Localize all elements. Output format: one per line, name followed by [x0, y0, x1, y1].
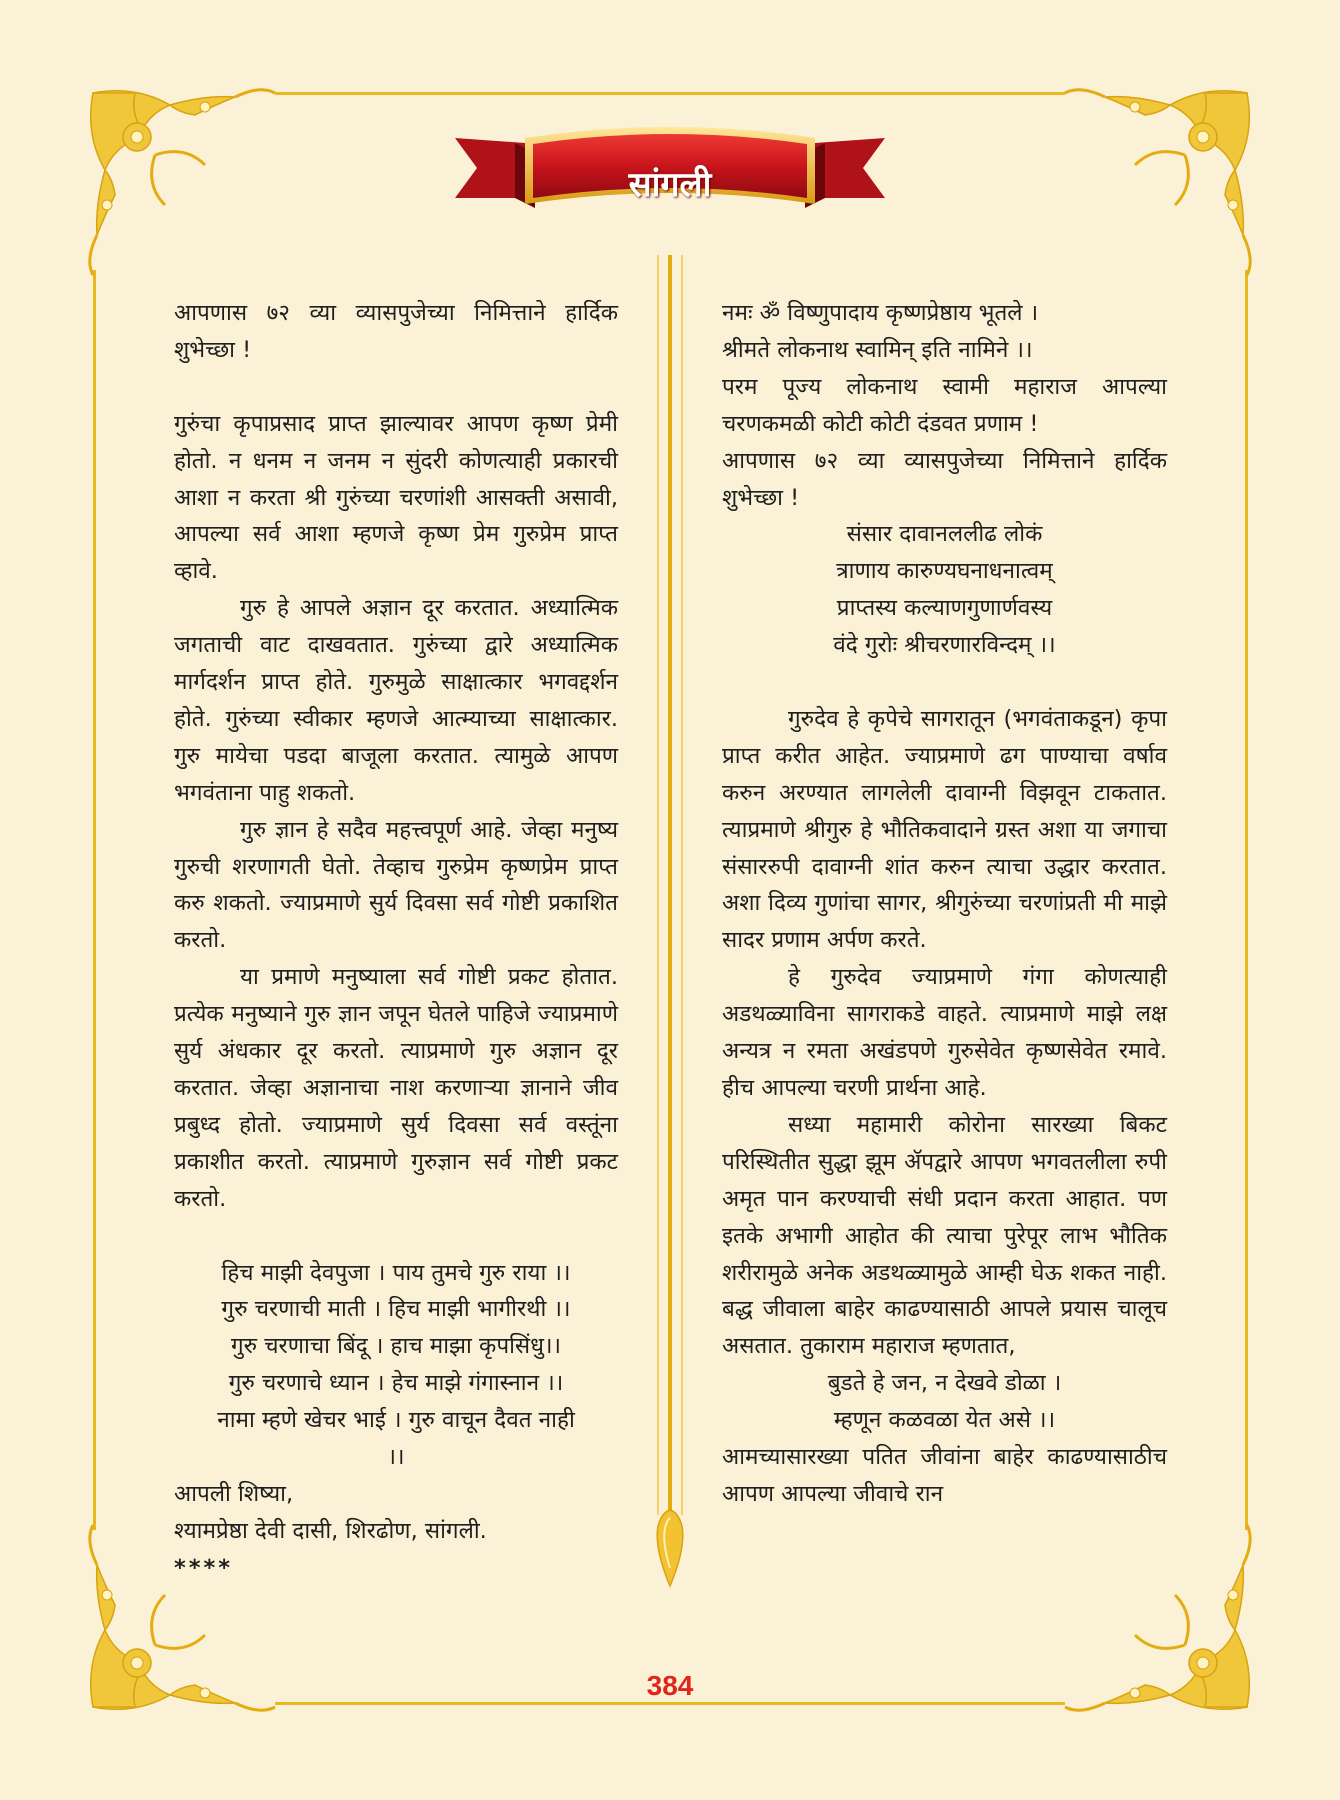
paragraph: गुरु ज्ञान हे सदैव महत्त्वपूर्ण आहे. जेव्हा मनुष्य गुरुची शरणागती घेतो. तेव्हाच गुरुप्रेम कृष्णप्रेम प्राप्त करु शकतो. ज्याप्रमाणे सुर्य दिवसा सर्व गोष्टी प्रकाशित करतो.: [174, 816, 618, 954]
verse-line: वंदे गुरोः श्रीचरणारविन्दम् ।।: [833, 632, 1056, 659]
verse-line: संसार दावानललीढ लोकं: [846, 521, 1043, 548]
verse-line: म्हणून कळवळा येत असे ।।: [833, 1407, 1056, 1434]
signoff-text: आपली शिष्या,: [174, 1480, 294, 1507]
verse-line: ।।: [387, 1444, 405, 1471]
closing-text: आमच्यासारख्या पतित जीवांना बाहेर काढण्यासाठीच आपण आपल्या जीवाचे रान: [722, 1444, 1167, 1507]
divider-line: [668, 255, 672, 1515]
paragraph: हे गुरुदेव ज्याप्रमाणे गंगा कोणत्याही अडथळ्याविना सागराकडे वाहते. त्याप्रमाणे माझे लक्ष अन्यत्र न रमता अखंडपणे गुरुसेवेत कृष्णसेवेत रमावे. हीच आपल्या चरणी प्रार्थना आहे.: [722, 964, 1167, 1102]
verse-line: गुरु चरणाचा बिंदू । हाच माझा कृपसिंधु।।: [230, 1333, 562, 1360]
stars-separator: ****: [174, 1554, 234, 1581]
right-column: [722, 295, 1167, 1513]
paragraph: सध्या महामारी कोरोना सारख्या बिकट परिस्थितीत सुद्धा झूम ॲपद्वारे आपण भगवतलीला रुपी अमृत पान करण्याची संधी प्रदान करता आहात. पण इतके अभागी आहोत की त्याचा पुरेपूर लाभ भौतिक शरीरामुळे अनेक अडथळ्यामुळे आम्ही घेऊ शकत नाही. बद्ध जीवाला बाहेर काढण्यासाठी आपले प्रयास चालूच असतात. तुकाराम महाराज म्हणतात,: [722, 1111, 1167, 1360]
floral-corner-icon: [1045, 1505, 1265, 1725]
verse-line: गुरु चरणाची माती । हिच माझी भागीरथी ।।: [221, 1296, 571, 1323]
teardrop-ornament-icon: [650, 1508, 690, 1588]
frame-right-line: [1245, 270, 1248, 1530]
verse-line: त्राणाय कारुण्यघनाधनात्वम्: [836, 558, 1053, 585]
verse-line: नामा म्हणे खेचर भाई । गुरु वाचून दैवत नाही: [217, 1407, 575, 1434]
page-number: 384: [646, 1670, 694, 1701]
verse-line: गुरु चरणाचे ध्यान । हेच माझे गंगास्नान ।।: [228, 1370, 564, 1397]
left-column: [174, 295, 618, 1587]
mantra-line: श्रीमते लोकनाथ स्वामिन् इति नामिने ।।: [722, 336, 1033, 363]
frame-left-line: [93, 270, 96, 1530]
floral-corner-icon: [75, 75, 295, 295]
paragraph: गुरुदेव हे कृपेचे सागरातून (भगवंताकडून) कृपा प्राप्त करीत आहेत. ज्याप्रमाणे ढग पाण्याचा वर्षाव करुन अरण्यात लागलेली दावाग्नी विझवून टाकतात. त्याप्रमाणे श्रीगुरु हे भौतिकवादाने ग्रस्त अशा या जगाचा संसाररुपी दावाग्नी शांत करुन त्याचा उद्धार करतात. अशा दिव्य गुणांचा सागर, श्रीगुरुंच्या चरणांप्रती मी माझे सादर प्रणाम अर्पण करते.: [722, 705, 1167, 954]
verse-line: बुडते हे जन, न देखवे डोळा ।: [827, 1370, 1062, 1397]
paragraph: या प्रमाणे मनुष्याला सर्व गोष्टी प्रकट होतात. प्रत्येक मनुष्याने गुरु ज्ञान जपून घेतले पाहिजे ज्याप्रमाणे सुर्य अंधकार दूर करतो. त्याप्रमाणे गुरु अज्ञान दूर करतात. जेव्हा अज्ञानाचा नाश करणाऱ्या ज्ञानाने जीव प्रबुध्द होतो. ज्याप्रमाणे सुर्य दिवसा सर्व वस्तूंना प्रकाशीत करतो. त्याप्रमाणे गुरुज्ञान सर्व गोष्टी प्रकट करतो.: [174, 964, 618, 1212]
floral-corner-icon: [1045, 75, 1265, 295]
paragraph: गुरु हे आपले अज्ञान दूर करतात. अध्यात्मिक जगताची वाट दाखवतात. गुरुंच्या द्वारे अध्यात्मिक मार्गदर्शन प्राप्त होते. गुरुमुळे साक्षात्कार भगवद्दर्शन होते. गुरुंच्या स्वीकार म्हणजे आत्म्याच्या साक्षात्कार. गुरु मायेचा पडदा बाजूला करतात. त्यामुळे आपण भगवंताना पाहु शकतो.: [174, 595, 618, 806]
greeting-text: आपणास ७२ व्या व्यासपुजेच्या निमित्ताने हार्दिक शुभेच्छा !: [722, 447, 1167, 511]
salutation-text: परम पूज्य लोकनाथ स्वामी महाराज आपल्या चरणकमळी कोटी कोटी दंडवत प्रणाम !: [722, 373, 1167, 437]
divider-line: [681, 255, 683, 1515]
frame-top-line: [275, 92, 1065, 95]
signature-text: श्यामप्रेष्ठा देवी दासी, शिरढोण, सांगली.: [174, 1517, 487, 1544]
verse-line: प्राप्तस्य कल्याणगुणार्णवस्य: [836, 595, 1053, 622]
greeting-text: आपणास ७२ व्या व्यासपुजेच्या निमित्ताने हार्दिक शुभेच्छा !: [174, 300, 618, 363]
mantra-line: नमः ॐ विष्णुपादाय कृष्णप्रेष्ठाय भूतले ।: [722, 300, 1039, 326]
paragraph: गुरुंचा कृपाप्रसाद प्राप्त झाल्यावर आपण कृष्ण प्रेमी होतो. न धनम न जनम न सुंदरी कोणत्याही प्रकारची आशा न करता श्री गुरुंच्या चरणांशी आसक्ती असावी, आपल्या सर्व आशा म्हणजे कृष्ण प्रेम गुरुप्रेम प्राप्त व्हावे.: [174, 410, 618, 585]
frame-bottom-line: [275, 1702, 1065, 1705]
page-title: सांगली: [628, 165, 712, 205]
verse-line: हिच माझी देवपुजा । पाय तुमचे गुरु राया ।।: [221, 1259, 571, 1286]
divider-line: [657, 255, 659, 1515]
